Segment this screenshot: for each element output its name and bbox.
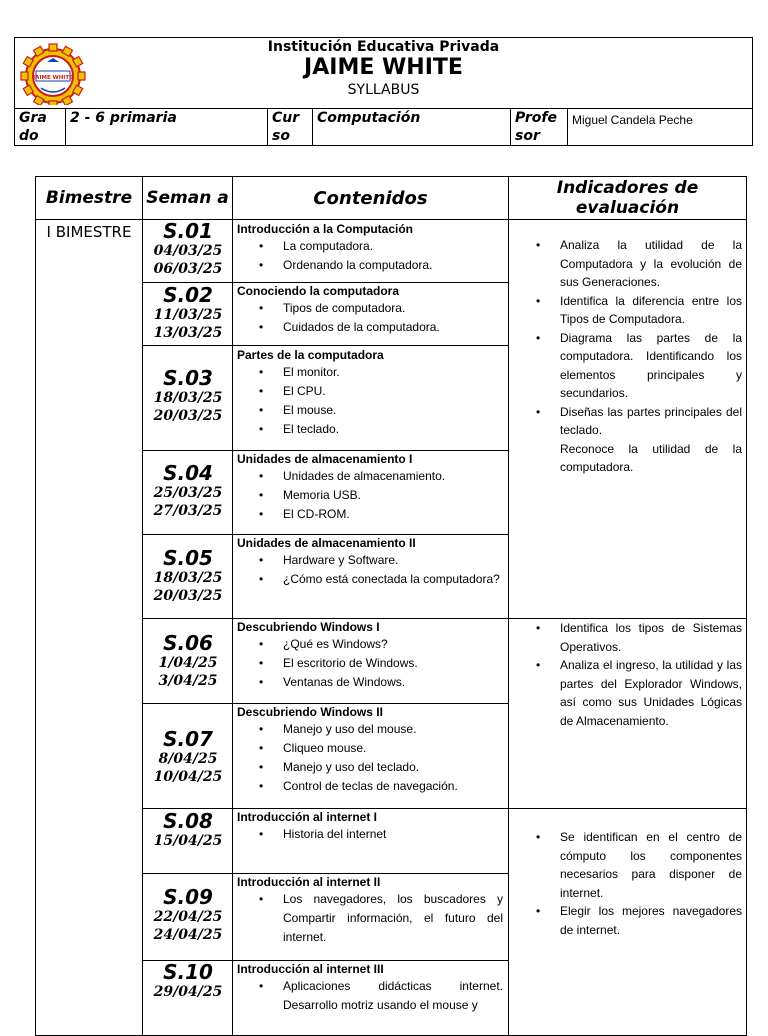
content-item: • Manejo y uso del teclado.	[283, 758, 503, 777]
column-header-contenidos: Contenidos	[313, 187, 428, 209]
content-item: • Manejo y uso del mouse.	[283, 720, 503, 739]
header-box	[14, 37, 753, 146]
week-number: S.03	[163, 366, 213, 390]
teacher-label: Profe sor	[511, 108, 568, 146]
content-item: • La computadora.	[283, 237, 503, 256]
indicator-cell	[536, 828, 742, 939]
week-date: 8/04/25	[158, 751, 218, 767]
indicator-item: • Diagrama las partes de la computadora. Identificando los elementos principales y secundarios.	[560, 329, 742, 403]
row-divider	[142, 345, 508, 346]
week-cell	[143, 547, 233, 605]
header-top	[15, 38, 752, 109]
column-divider	[508, 177, 509, 1035]
content-title: Introducción al internet II	[237, 875, 381, 889]
content-item: • Tipos de computadora.	[283, 299, 503, 318]
content-list	[237, 720, 503, 796]
column-header-bimestre: Bimestre	[45, 188, 133, 208]
content-cell	[237, 705, 503, 796]
week-number: S.07	[163, 727, 213, 751]
header-titles	[15, 39, 752, 99]
content-title: Partes de la computadora	[237, 348, 384, 362]
week-date: 11/03/25	[153, 307, 223, 323]
content-item: • Control de teclas de navegación.	[283, 777, 503, 796]
week-date: 20/03/25	[153, 408, 223, 424]
indicator-note: Reconoce la utilidad de la computadora.	[560, 441, 742, 474]
column-header-semana: Seman a	[146, 188, 229, 208]
week-number: S.02	[163, 283, 213, 307]
week-cell	[143, 728, 233, 786]
institution-type: Institución Educativa Privada	[267, 39, 500, 55]
teacher-value: Miguel Candela Peche	[572, 113, 693, 127]
logo-text: JAIME WHITE	[33, 75, 73, 81]
week-cell	[143, 462, 233, 520]
content-item: • Ordenando la computadora.	[283, 256, 503, 275]
row-divider	[142, 873, 508, 874]
week-cell	[143, 961, 233, 1001]
week-date: 06/03/25	[153, 261, 223, 277]
week-number: S.09	[163, 885, 213, 909]
week-date: 1/04/25	[158, 655, 218, 671]
content-item: • ¿Qué es Windows?	[283, 635, 503, 654]
indicator-item: • Analiza la utilidad de la Computadora y la evolución de sus Generaciones.	[560, 236, 742, 292]
content-list	[237, 890, 503, 947]
content-list	[237, 977, 503, 1015]
week-date: 10/04/25	[153, 769, 223, 785]
content-title: Descubriendo Windows I	[237, 620, 380, 634]
week-date: 25/03/25	[153, 485, 223, 501]
content-list	[237, 467, 503, 524]
content-cell	[237, 620, 503, 692]
content-list	[237, 363, 503, 439]
content-cell	[237, 452, 503, 524]
content-title: Introducción a la Computación	[237, 222, 414, 236]
indicator-list	[536, 619, 742, 730]
week-date: 18/03/25	[153, 570, 223, 586]
content-title: Introducción al internet III	[237, 962, 384, 976]
content-list	[237, 299, 503, 337]
week-date: 24/04/25	[153, 927, 223, 943]
indicator-list	[536, 236, 742, 440]
week-number: S.01	[163, 219, 213, 243]
week-date: 20/03/25	[153, 588, 223, 604]
row-divider	[142, 534, 508, 535]
content-list	[237, 551, 503, 589]
week-number: S.08	[163, 809, 213, 833]
course-label: Cur so	[268, 108, 313, 146]
week-date: 04/03/25	[153, 243, 223, 259]
indicator-item: • Se identifican en el centro de cómputo los componentes necesarios para disponer de internet.	[560, 828, 742, 902]
week-cell	[143, 886, 233, 944]
content-item: • El monitor.	[283, 363, 503, 382]
row-divider	[142, 703, 508, 704]
week-date: 13/03/25	[153, 325, 223, 341]
content-title: Introducción al internet I	[237, 810, 378, 824]
content-cell	[237, 284, 503, 337]
indicator-cell	[536, 619, 742, 730]
content-item: • Historia del internet	[283, 825, 503, 844]
week-number: S.05	[163, 546, 213, 570]
content-item: • Hardware y Software.	[283, 551, 503, 570]
content-title: Conociendo la computadora	[237, 284, 400, 298]
indicator-item: • Diseñas las partes principales del teclado.	[560, 403, 742, 440]
week-date: 18/03/25	[153, 390, 223, 406]
indicator-item: • Identifica la diferencia entre los Tipos de Computadora.	[560, 292, 742, 329]
week-number: S.10	[163, 960, 213, 984]
content-item: • Los navegadores, los buscadores y Compartir información, el futuro del internet.	[283, 890, 503, 947]
document-type: SYLLABUS	[347, 82, 420, 98]
grade-label: Gra do	[15, 108, 66, 146]
week-cell	[143, 367, 233, 425]
grade-value: 2 - 6 primaria	[66, 108, 268, 146]
content-item: • Ventanas de Windows.	[283, 673, 503, 692]
syllabus-table	[35, 176, 747, 1036]
content-cell	[237, 348, 503, 439]
content-title: Descubriendo Windows II	[237, 705, 383, 719]
content-item: • Aplicaciones didácticas internet. Desarrollo motriz usando el mouse y	[283, 977, 503, 1015]
header-info-row	[15, 108, 752, 146]
content-cell	[237, 875, 503, 947]
content-item: • El mouse.	[283, 401, 503, 420]
content-item: • ¿Cómo está conectada la computadora?	[283, 570, 503, 589]
column-header-indicadores: Indicadores de evaluación	[556, 178, 699, 218]
week-date: 27/03/25	[153, 503, 223, 519]
content-cell	[237, 810, 503, 844]
content-list	[237, 635, 503, 692]
content-item: • Memoria USB.	[283, 486, 503, 505]
content-item: • El CPU.	[283, 382, 503, 401]
week-date: 29/04/25	[153, 984, 223, 1000]
week-cell	[143, 220, 233, 278]
content-item: • El escritorio de Windows.	[283, 654, 503, 673]
week-number: S.04	[163, 461, 213, 485]
week-cell	[143, 810, 233, 850]
week-cell	[143, 284, 233, 342]
indicator-cell	[536, 236, 742, 477]
week-date: 22/04/25	[153, 909, 223, 925]
content-cell	[237, 222, 503, 275]
week-date: 3/04/25	[158, 673, 218, 689]
content-cell	[237, 962, 503, 1015]
bimestre-label: I BIMESTRE	[46, 223, 132, 241]
content-item: • Unidades de almacenamiento.	[283, 467, 503, 486]
content-list	[237, 825, 503, 844]
week-number: S.06	[163, 631, 213, 655]
week-cell	[143, 632, 233, 690]
content-item: • El teclado.	[283, 420, 503, 439]
indicator-item: • Identifica los tipos de Sistemas Operativos.	[560, 619, 742, 656]
content-item: • Cliqueo mouse.	[283, 739, 503, 758]
row-divider	[142, 450, 508, 451]
content-item: • Cuidados de la computadora.	[283, 318, 503, 337]
content-title: Unidades de almacenamiento I	[237, 452, 413, 466]
content-item: • El CD-ROM.	[283, 505, 503, 524]
indicator-list	[536, 828, 742, 939]
content-cell	[237, 536, 503, 589]
indicator-item: • Elegir los mejores navegadores de internet.	[560, 902, 742, 939]
content-list	[237, 237, 503, 275]
row-divider	[142, 808, 746, 809]
school-name: JAIME WHITE	[304, 55, 463, 80]
content-title: Unidades de almacenamiento II	[237, 536, 416, 550]
week-date: 15/04/25	[153, 833, 223, 849]
course-value: Computación	[313, 108, 511, 146]
indicator-item: • Analiza el ingreso, la utilidad y las partes del Explorador Windows, así como sus Unidades Lógicas de Almacenamiento.	[560, 656, 742, 730]
